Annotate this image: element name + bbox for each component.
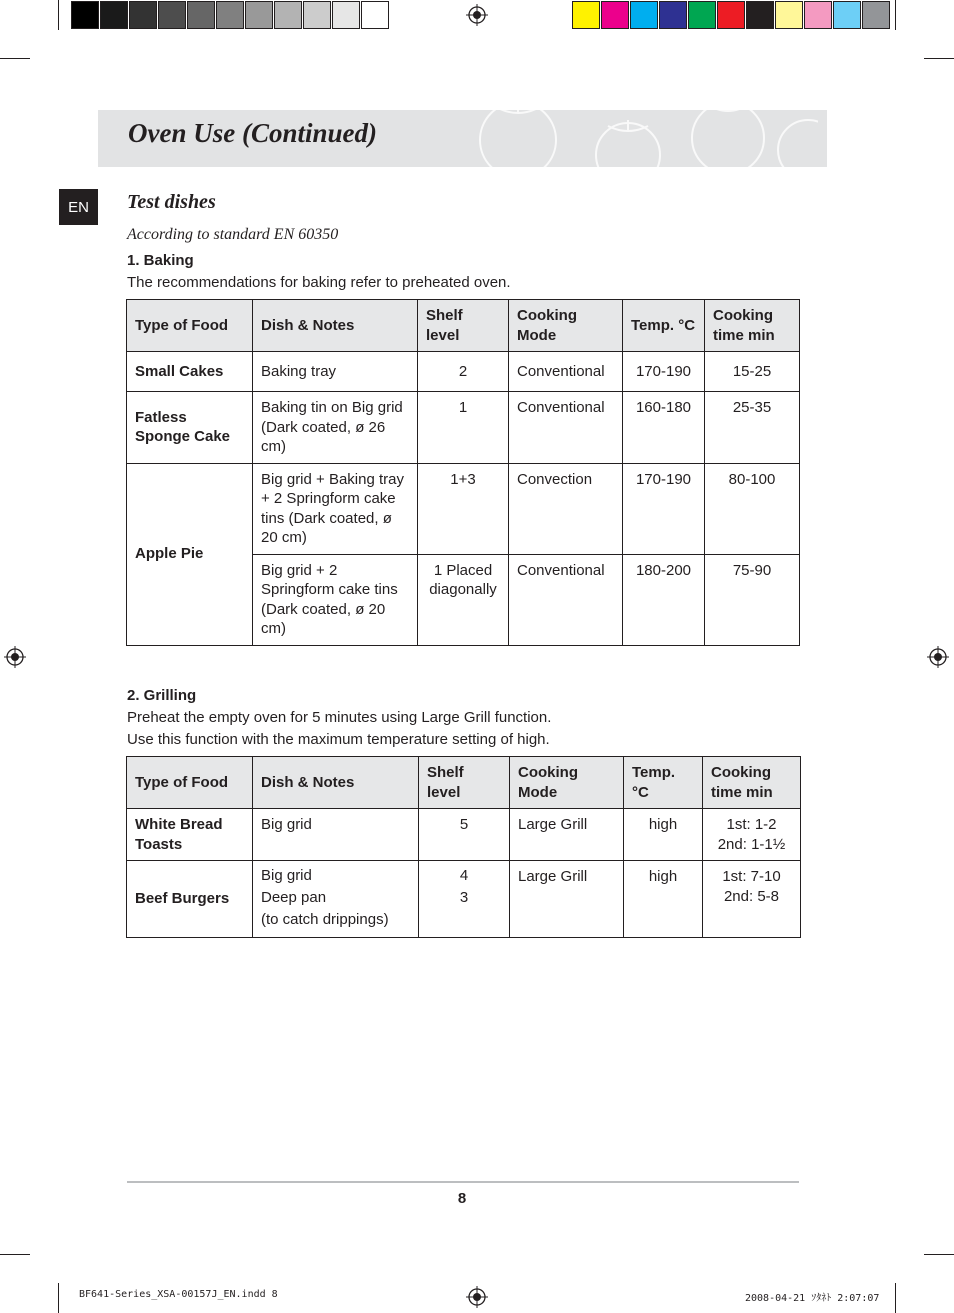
food-name-cell: Beef Burgers — [127, 861, 253, 938]
table-header-row — [127, 757, 801, 809]
crop-mark — [58, 0, 59, 30]
temp-cell: 170-190 — [623, 352, 705, 392]
mode-cell: Convection — [509, 463, 623, 554]
temp-cell: high — [624, 861, 703, 938]
column-header: Type of Food — [127, 757, 253, 809]
time-cell — [703, 809, 801, 861]
standard-note: According to standard EN 60350 — [127, 226, 339, 243]
column-header: Shelf level — [419, 757, 510, 809]
color-swatch — [100, 1, 128, 29]
color-swatch — [862, 1, 890, 29]
grilling-intro-2: Use this function with the maximum temperature setting of high. — [127, 731, 550, 748]
dish-line: Deep pan — [261, 889, 327, 906]
color-swatch — [216, 1, 244, 29]
color-swatch — [274, 1, 302, 29]
baking-table — [126, 299, 800, 646]
cmyk-color-bar — [572, 1, 891, 29]
crop-mark — [895, 1283, 896, 1313]
shelf-cell: 2 — [418, 352, 509, 392]
shelf-cell: 1 Placed diagonally — [418, 554, 509, 645]
time-cell: 25-35 — [705, 392, 800, 464]
mode-cell: Conventional — [509, 352, 623, 392]
page-header-band — [98, 110, 827, 167]
temp-cell: 170-190 — [623, 463, 705, 554]
shelf-line: 4 — [459, 867, 469, 884]
column-header: Shelf level — [418, 300, 509, 352]
dish-cell — [253, 861, 419, 938]
temp-cell: 160-180 — [623, 392, 705, 464]
grayscale-color-bar — [71, 1, 390, 29]
column-header: Type of Food — [127, 300, 253, 352]
print-slug-timestamp: 2008-04-21 ｿﾀﾈﾄ 2:07:07 — [745, 1293, 880, 1304]
registration-crosshair-icon — [466, 1286, 488, 1308]
section-title: Test dishes — [127, 191, 216, 213]
color-swatch — [746, 1, 774, 29]
color-swatch — [833, 1, 861, 29]
shelf-cell: 5 — [419, 809, 510, 861]
column-header: Cooking Mode — [509, 300, 623, 352]
table-row — [127, 463, 800, 554]
food-name-cell: Small Cakes — [127, 352, 253, 392]
column-header: Cooking time min — [703, 757, 801, 809]
color-swatch — [630, 1, 658, 29]
color-swatch — [717, 1, 745, 29]
registration-crosshair-icon — [927, 646, 949, 668]
column-header: Temp. °C — [623, 300, 705, 352]
crop-mark — [895, 0, 896, 30]
color-swatch — [775, 1, 803, 29]
time-second: 2nd: 5-8 — [723, 887, 780, 905]
crop-mark — [0, 1254, 30, 1255]
column-header: Cooking Mode — [510, 757, 624, 809]
tomato-decoration-icon — [478, 110, 818, 167]
registration-crosshair-icon — [4, 646, 26, 668]
column-header: Cooking time min — [705, 300, 800, 352]
dish-cell: Big grid + Baking tray + 2 Springform cake tins (Dark coated, ø 20 cm) — [253, 463, 418, 554]
crop-mark — [924, 58, 954, 59]
crop-mark — [0, 58, 30, 59]
food-name-cell: Apple Pie — [127, 463, 253, 645]
shelf-cell — [419, 861, 510, 938]
food-name-cell: White Bread Toasts — [127, 809, 253, 861]
baking-intro: The recommendations for baking refer to preheated oven. — [127, 274, 511, 291]
print-slug-filename: BF641-Series_XSA-00157J_EN.indd 8 — [79, 1289, 278, 1300]
shelf-cell: 1+3 — [418, 463, 509, 554]
dish-cell: Big grid — [253, 809, 419, 861]
time-cell: 15-25 — [705, 352, 800, 392]
table-header-row — [127, 300, 800, 352]
table-row — [127, 861, 801, 938]
time-cell: 80-100 — [705, 463, 800, 554]
baking-heading: 1. Baking — [127, 252, 194, 269]
dish-cell: Baking tray — [253, 352, 418, 392]
grilling-table — [126, 756, 801, 938]
shelf-line: 3 — [459, 889, 469, 906]
time-cell — [703, 861, 801, 938]
color-swatch — [688, 1, 716, 29]
mode-cell: Large Grill — [510, 809, 624, 861]
page-title: Oven Use (Continued) — [128, 118, 377, 148]
color-swatch — [332, 1, 360, 29]
time-first: 1st: 7-10 — [722, 868, 781, 885]
color-swatch — [361, 1, 389, 29]
color-swatch — [71, 1, 99, 29]
mode-cell: Conventional — [509, 554, 623, 645]
temp-cell: 180-200 — [623, 554, 705, 645]
dish-line: (to catch drippings) — [261, 911, 389, 928]
color-swatch — [158, 1, 186, 29]
time-second: 2nd: 1-1½ — [717, 835, 786, 853]
footer-divider — [127, 1181, 799, 1183]
color-swatch — [601, 1, 629, 29]
language-tab: EN — [59, 189, 98, 225]
color-swatch — [303, 1, 331, 29]
grilling-intro-1: Preheat the empty oven for 5 minutes using Large Grill function. — [127, 709, 552, 726]
crop-mark — [924, 1254, 954, 1255]
table-row — [127, 809, 801, 861]
column-header: Temp. °C — [624, 757, 703, 809]
dish-cell: Baking tin on Big grid (Dark coated, ø 26 cm) — [253, 392, 418, 464]
time-cell: 75-90 — [705, 554, 800, 645]
color-swatch — [245, 1, 273, 29]
temp-cell: high — [624, 809, 703, 861]
time-first: 1st: 1-2 — [726, 816, 777, 833]
page-number: 8 — [457, 1190, 467, 1207]
color-swatch — [804, 1, 832, 29]
column-header: Dish & Notes — [253, 300, 418, 352]
color-swatch — [187, 1, 215, 29]
color-swatch — [129, 1, 157, 29]
color-swatch — [572, 1, 600, 29]
column-header: Dish & Notes — [253, 757, 419, 809]
dish-line: Big grid — [261, 867, 312, 884]
table-row — [127, 352, 800, 392]
registration-crosshair-icon — [466, 4, 488, 26]
mode-cell: Conventional — [509, 392, 623, 464]
food-name-cell: Fatless Sponge Cake — [127, 392, 253, 464]
color-swatch — [659, 1, 687, 29]
dish-cell: Big grid + 2 Springform cake tins (Dark coated, ø 20 cm) — [253, 554, 418, 645]
grilling-heading: 2. Grilling — [127, 687, 197, 704]
table-row — [127, 392, 800, 464]
shelf-cell: 1 — [418, 392, 509, 464]
mode-cell: Large Grill — [510, 861, 624, 938]
crop-mark — [58, 1283, 59, 1313]
